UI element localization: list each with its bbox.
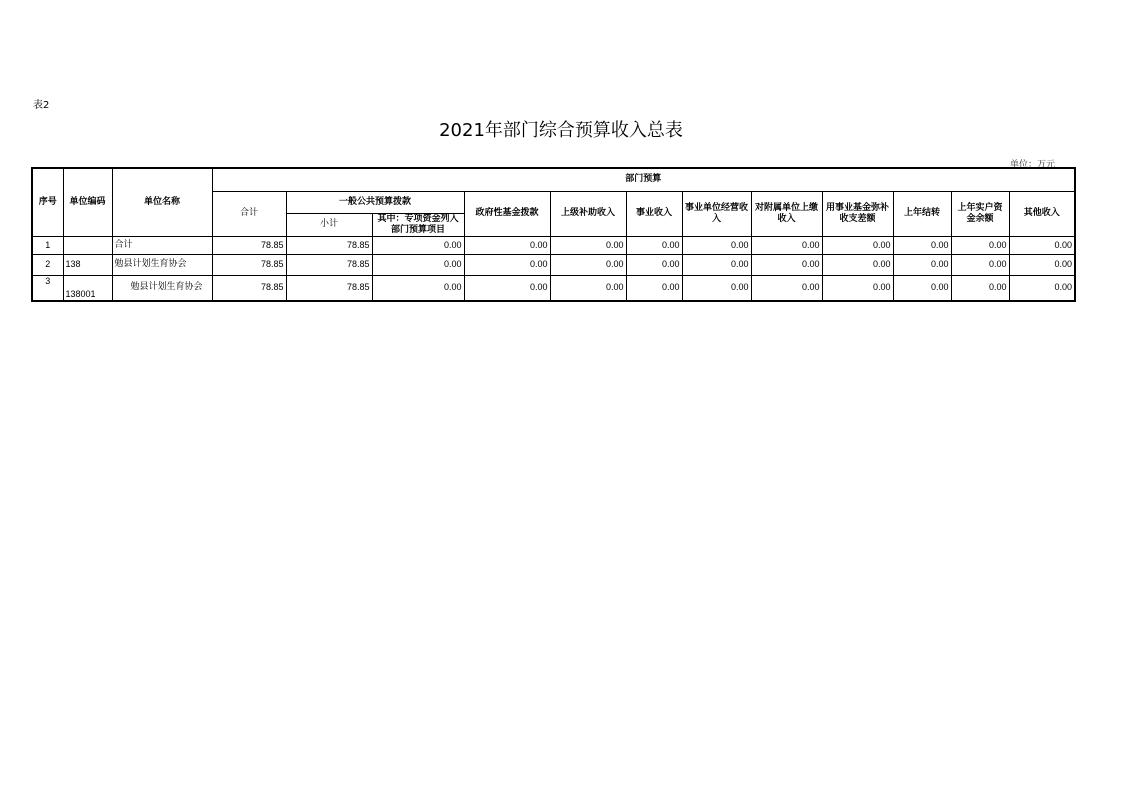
row-seq: 1	[32, 236, 63, 254]
cell-special-funds: 0.00	[372, 236, 464, 254]
budget-income-table	[31, 167, 1076, 302]
cell-total: 78.85	[212, 254, 286, 275]
cell-gov-fund: 0.00	[464, 275, 550, 301]
table-row	[32, 275, 1075, 301]
cell-superior-subsidy: 0.00	[550, 275, 626, 301]
header-superior-subsidy: 上级补助收入	[550, 191, 626, 236]
cell-business-income: 0.00	[626, 275, 682, 301]
cell-fund-makeup: 0.00	[822, 254, 893, 275]
cell-other-income: 0.00	[1009, 236, 1075, 254]
page-title: 2021年部门综合预算收入总表	[439, 120, 683, 141]
row-name: 合计	[112, 236, 212, 254]
header-dept-budget: 部门预算	[212, 168, 1075, 191]
cell-business-operating: 0.00	[682, 275, 751, 301]
table-row	[32, 254, 1075, 275]
cell-affiliated-income: 0.00	[751, 254, 822, 275]
cell-total: 78.85	[212, 236, 286, 254]
header-prev-balance: 上年实户资金余额	[951, 191, 1009, 236]
cell-business-income: 0.00	[626, 236, 682, 254]
table-row	[32, 236, 1075, 254]
cell-business-operating: 0.00	[682, 254, 751, 275]
cell-carryover: 0.00	[893, 236, 951, 254]
row-code: 138001	[63, 275, 112, 301]
header-special-funds: 其中：专项资金列入部门预算项目	[372, 213, 464, 236]
cell-other-income: 0.00	[1009, 275, 1075, 301]
cell-special-funds: 0.00	[372, 254, 464, 275]
header-affiliated-income: 对附属单位上缴收入	[751, 191, 822, 236]
header-subtotal: 小计	[286, 213, 372, 236]
row-name: 勉县计划生育协会	[112, 275, 212, 301]
header-carryover: 上年结转	[893, 191, 951, 236]
cell-fund-makeup: 0.00	[822, 236, 893, 254]
header-other-income: 其他收入	[1009, 191, 1075, 236]
cell-carryover: 0.00	[893, 254, 951, 275]
cell-subtotal: 78.85	[286, 236, 372, 254]
row-code	[63, 236, 112, 254]
cell-business-income: 0.00	[626, 254, 682, 275]
cell-prev-balance: 0.00	[951, 275, 1009, 301]
cell-business-operating: 0.00	[682, 236, 751, 254]
cell-prev-balance: 0.00	[951, 254, 1009, 275]
header-seq: 序号	[32, 168, 63, 236]
header-total: 合计	[212, 191, 286, 236]
cell-affiliated-income: 0.00	[751, 275, 822, 301]
unit-label: 单位：万元	[1010, 160, 1056, 170]
row-code: 138	[63, 254, 112, 275]
cell-fund-makeup: 0.00	[822, 275, 893, 301]
cell-superior-subsidy: 0.00	[550, 236, 626, 254]
header-gov-fund: 政府性基金拨款	[464, 191, 550, 236]
cell-carryover: 0.00	[893, 275, 951, 301]
header-unit-code: 单位编码	[63, 168, 112, 236]
header-business-operating: 事业单位经营收入	[682, 191, 751, 236]
cell-gov-fund: 0.00	[464, 236, 550, 254]
cell-other-income: 0.00	[1009, 254, 1075, 275]
cell-special-funds: 0.00	[372, 275, 464, 301]
cell-subtotal: 78.85	[286, 254, 372, 275]
cell-superior-subsidy: 0.00	[550, 254, 626, 275]
row-seq: 2	[32, 254, 63, 275]
cell-gov-fund: 0.00	[464, 254, 550, 275]
cell-total: 78.85	[212, 275, 286, 301]
table-label: 表2	[33, 100, 50, 111]
header-unit-name: 单位名称	[112, 168, 212, 236]
row-name: 勉县计划生育协会	[112, 254, 212, 275]
cell-subtotal: 78.85	[286, 275, 372, 301]
row-seq: 3	[32, 275, 63, 301]
cell-affiliated-income: 0.00	[751, 236, 822, 254]
header-general-public: 一般公共预算拨款	[286, 191, 464, 213]
header-business-income: 事业收入	[626, 191, 682, 236]
header-fund-makeup: 用事业基金弥补收支差额	[822, 191, 893, 236]
cell-prev-balance: 0.00	[951, 236, 1009, 254]
